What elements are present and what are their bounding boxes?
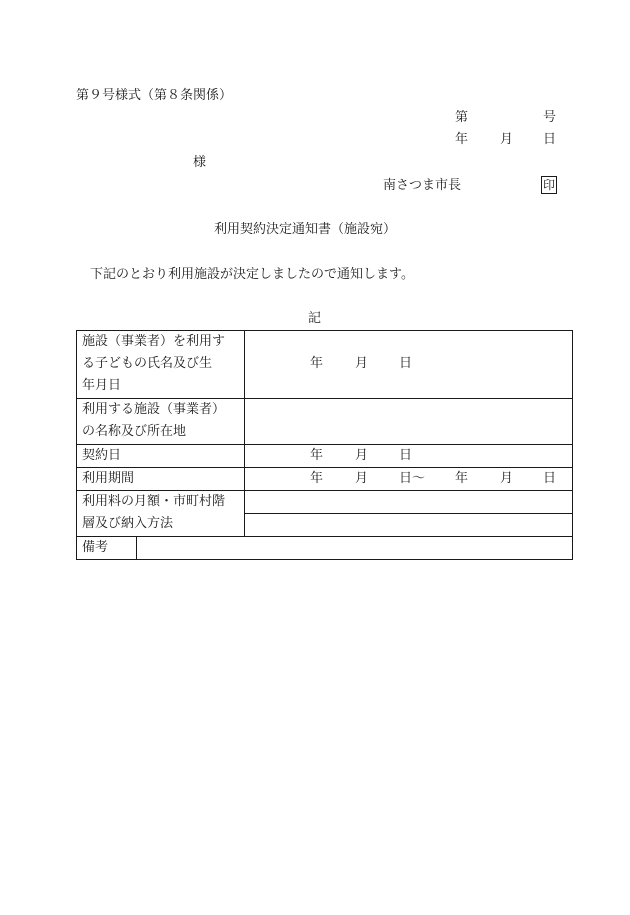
row1-year: 年 xyxy=(310,356,324,371)
document-title: 利用契約決定通知書（施設宛） xyxy=(214,222,397,237)
body-text: 下記のとおり利用施設が決定しましたので通知します。 xyxy=(90,267,414,282)
seal-mark: 印 xyxy=(542,178,555,192)
row4-end-month: 月 xyxy=(500,471,514,486)
row1-month: 月 xyxy=(355,356,369,371)
addressee-honorific: 様 xyxy=(193,155,207,170)
row6-label: 備考 xyxy=(82,540,109,555)
date-month: 月 xyxy=(500,132,514,147)
row4-start-year: 年 xyxy=(310,471,324,486)
doc-number-suffix: 号 xyxy=(543,110,557,125)
row1-label-line3: 年月日 xyxy=(82,378,122,393)
row3-day: 日 xyxy=(399,448,413,463)
date-day: 日 xyxy=(543,132,557,147)
row2-label-line2: の名称及び所在地 xyxy=(82,424,187,439)
row4-label: 利用期間 xyxy=(82,471,135,486)
row4-start-month: 月 xyxy=(355,471,369,486)
row1-label-line1: 施設（事業者）を利用す xyxy=(82,334,226,349)
row5-label-line1: 利用料の月額・市町村階 xyxy=(82,494,226,509)
row1-day: 日 xyxy=(399,356,413,371)
row2-label-line1: 利用する施設（事業者） xyxy=(82,402,226,417)
issuer: 南さつま市長 xyxy=(383,178,462,193)
date-year: 年 xyxy=(455,132,469,147)
info-table xyxy=(76,330,573,560)
row4-start-day: 日～ xyxy=(399,471,426,486)
row3-year: 年 xyxy=(310,448,324,463)
row3-label: 契約日 xyxy=(82,448,122,463)
row1-label-line2: る子どもの氏名及び生 xyxy=(82,356,213,371)
doc-number-prefix: 第 xyxy=(455,110,469,125)
form-label: 第９号様式（第８条関係） xyxy=(76,88,233,103)
ki-label: 記 xyxy=(308,311,322,326)
row3-month: 月 xyxy=(355,448,369,463)
row4-end-year: 年 xyxy=(455,471,469,486)
row4-end-day: 日 xyxy=(543,471,557,486)
row5-label-line2: 層及び納入方法 xyxy=(82,516,174,531)
